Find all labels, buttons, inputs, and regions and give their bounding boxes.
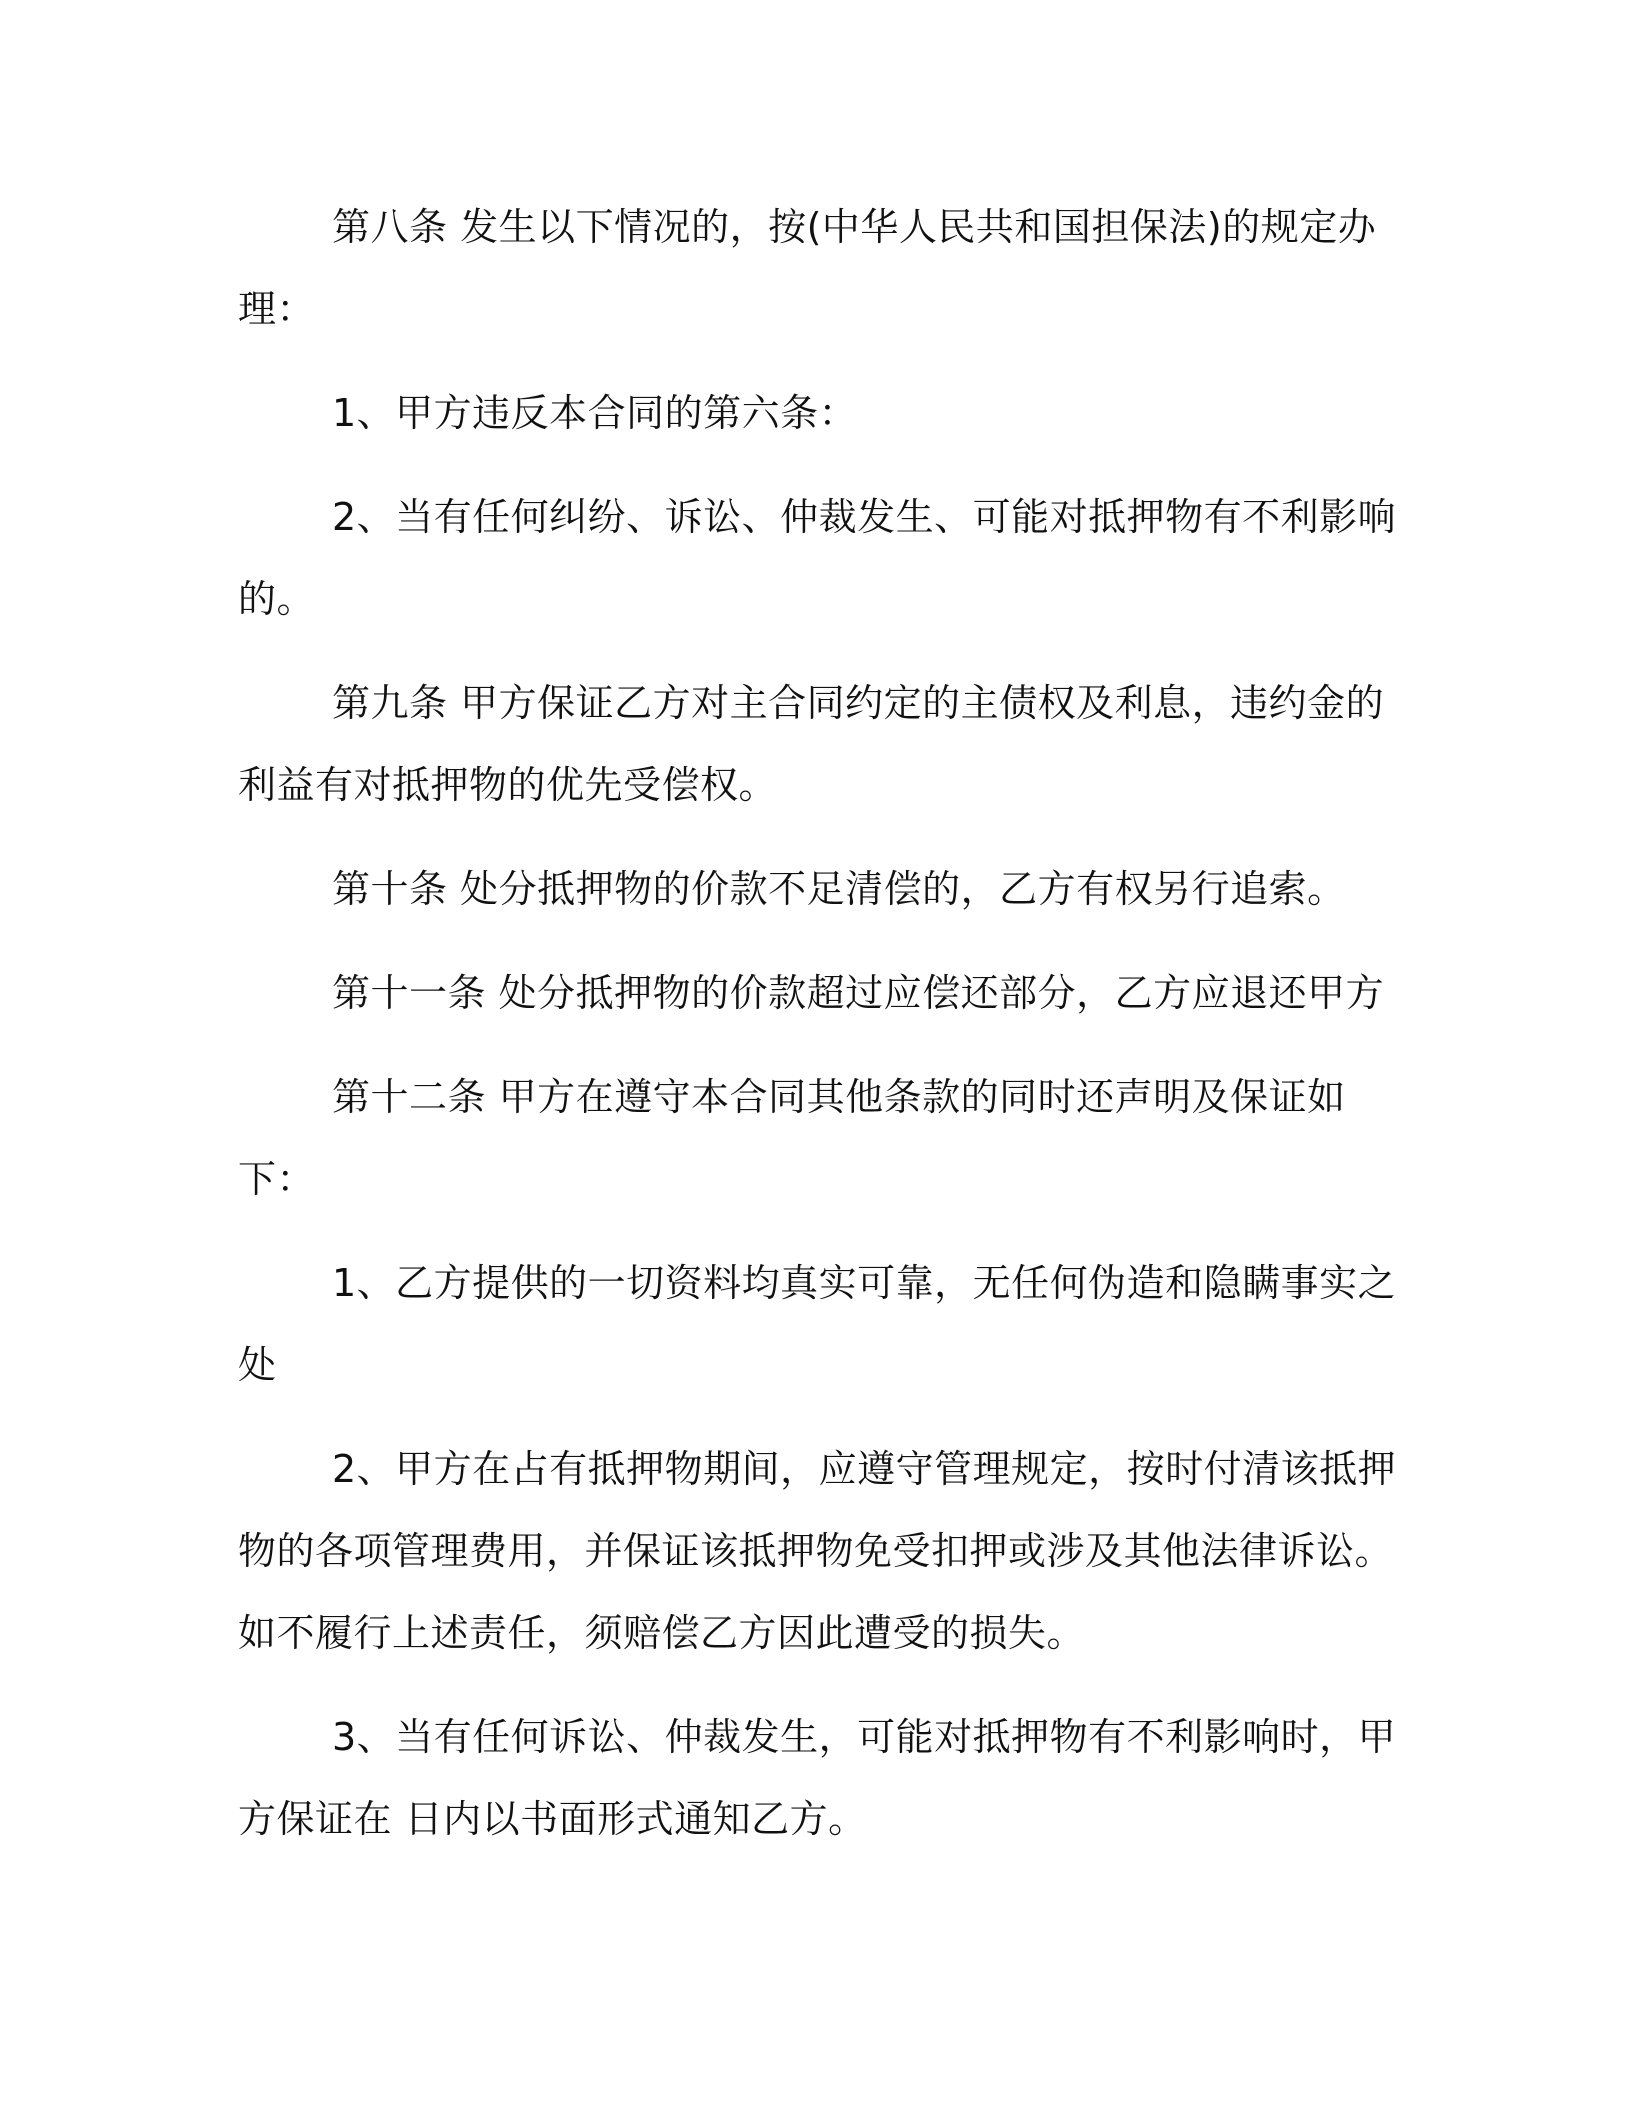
text-line: 第九条 甲方保证乙方对主合同约定的主债权及利息，违约金的利 — [238, 681, 1385, 807]
paragraph-article-9 — [238, 662, 1398, 826]
paragraph-item-1 — [238, 372, 1398, 454]
text-line: 方保证在 日内以书面形式通知乙方。 — [238, 1797, 867, 1841]
text-line: 第十条 处分抵押物的价款不足清偿的，乙方有权另行追索。 — [332, 867, 1346, 911]
text-line: 2、当有任何纠纷、诉讼、仲裁发生、可能对抵押物有不利影响 — [332, 495, 1397, 539]
paragraph-article-11 — [238, 952, 1398, 1034]
paragraph-guarantee-3 — [238, 1696, 1398, 1860]
text-line: 2、甲方在占有抵押物期间，应遵守管理规定，按时付清该抵押 — [332, 1447, 1397, 1491]
text-line: 第十一条 处分抵押物的价款超过应偿还部分，乙方应退还甲方 — [332, 971, 1385, 1015]
paragraph-guarantee-2 — [238, 1428, 1398, 1674]
text-line: 第八条 发生以下情况的，按(中华人民共和国担保法)的规定办理： — [238, 205, 1377, 331]
text-line: 益有对抵押物的优先受偿权。 — [276, 763, 778, 807]
text-line: 第十二条 甲方在遵守本合同其他条款的同时还声明及保证如下： — [238, 1075, 1346, 1201]
text-line: 1、乙方提供的一切资料均真实可靠，无任何伪造和隐瞒事实之 — [332, 1261, 1397, 1305]
text-line: 如不履行上述责任，须赔偿乙方因此遭受的损失。 — [238, 1611, 1086, 1655]
text-line: 3、当有任何诉讼、仲裁发生，可能对抵押物有不利影响时，甲 — [332, 1715, 1397, 1759]
paragraph-article-12 — [238, 1056, 1398, 1220]
text-line: 的。 — [238, 577, 316, 621]
document-body — [238, 186, 1398, 1882]
text-line: 物的各项管理费用，并保证该抵押物免受扣押或涉及其他法律诉讼。 — [238, 1529, 1394, 1573]
paragraph-guarantee-1 — [238, 1242, 1398, 1406]
paragraph-article-8 — [238, 186, 1398, 350]
paragraph-item-2 — [238, 476, 1398, 640]
text-line: 处 — [238, 1343, 277, 1387]
paragraph-article-10 — [238, 848, 1398, 930]
text-line: 1、甲方违反本合同的第六条： — [332, 391, 858, 435]
